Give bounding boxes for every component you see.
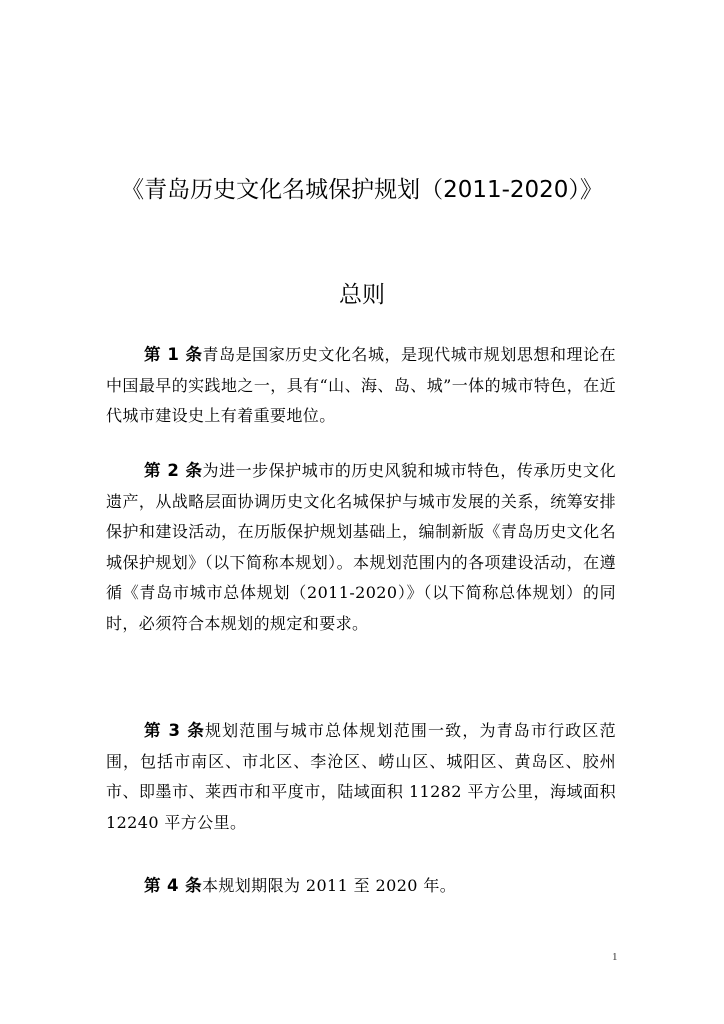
article-label: 第 4 条 — [144, 876, 202, 895]
document-title: 《青岛历史文化名城保护规划（2011-2020）》 — [121, 177, 603, 203]
article-1 — [106, 340, 616, 432]
article-4 — [106, 871, 616, 902]
article-text: 本规划期限为 2011 至 2020 年。 — [201, 876, 457, 895]
article-label: 第 1 条 — [144, 345, 203, 364]
section-heading: 总则 — [339, 282, 385, 308]
page-number: 1 — [612, 951, 618, 963]
article-label: 第 2 条 — [144, 461, 203, 480]
article-2 — [106, 456, 616, 639]
article-text: 规划范围与城市总体规划范围一致，为青岛市行政区范围，包括市南区、市北区、李沧区、崂山区、城阳区、黄岛区、胶州市、即墨市、莱西市和平度市，陆域面积 11282 平方公里，海域面积 12240 平方公里。 — [106, 721, 616, 832]
article-text: 为进一步保护城市的历史风貌和城市特色，传承历史文化遗产，从战略层面协调历史文化名城保护与城市发展的关系，统筹安排保护和建设活动，在历版保护规划基础上，编制新版《青岛历史文化名城保护规划》（以下简称本规划）。本规划范围内的各项建设活动，在遵循《青岛市城市总体规划（2011-2020）》（以下简称总体规划）的同时，必须符合本规划的规定和要求。 — [106, 461, 616, 633]
article-3 — [106, 716, 616, 838]
article-label: 第 3 条 — [144, 721, 205, 740]
article-text: 青岛是国家历史文化名城，是现代城市规划思想和理论在中国最早的实践地之一，具有“山、海、岛、城”一体的城市特色，在近代城市建设史上有着重要地位。 — [106, 345, 616, 425]
